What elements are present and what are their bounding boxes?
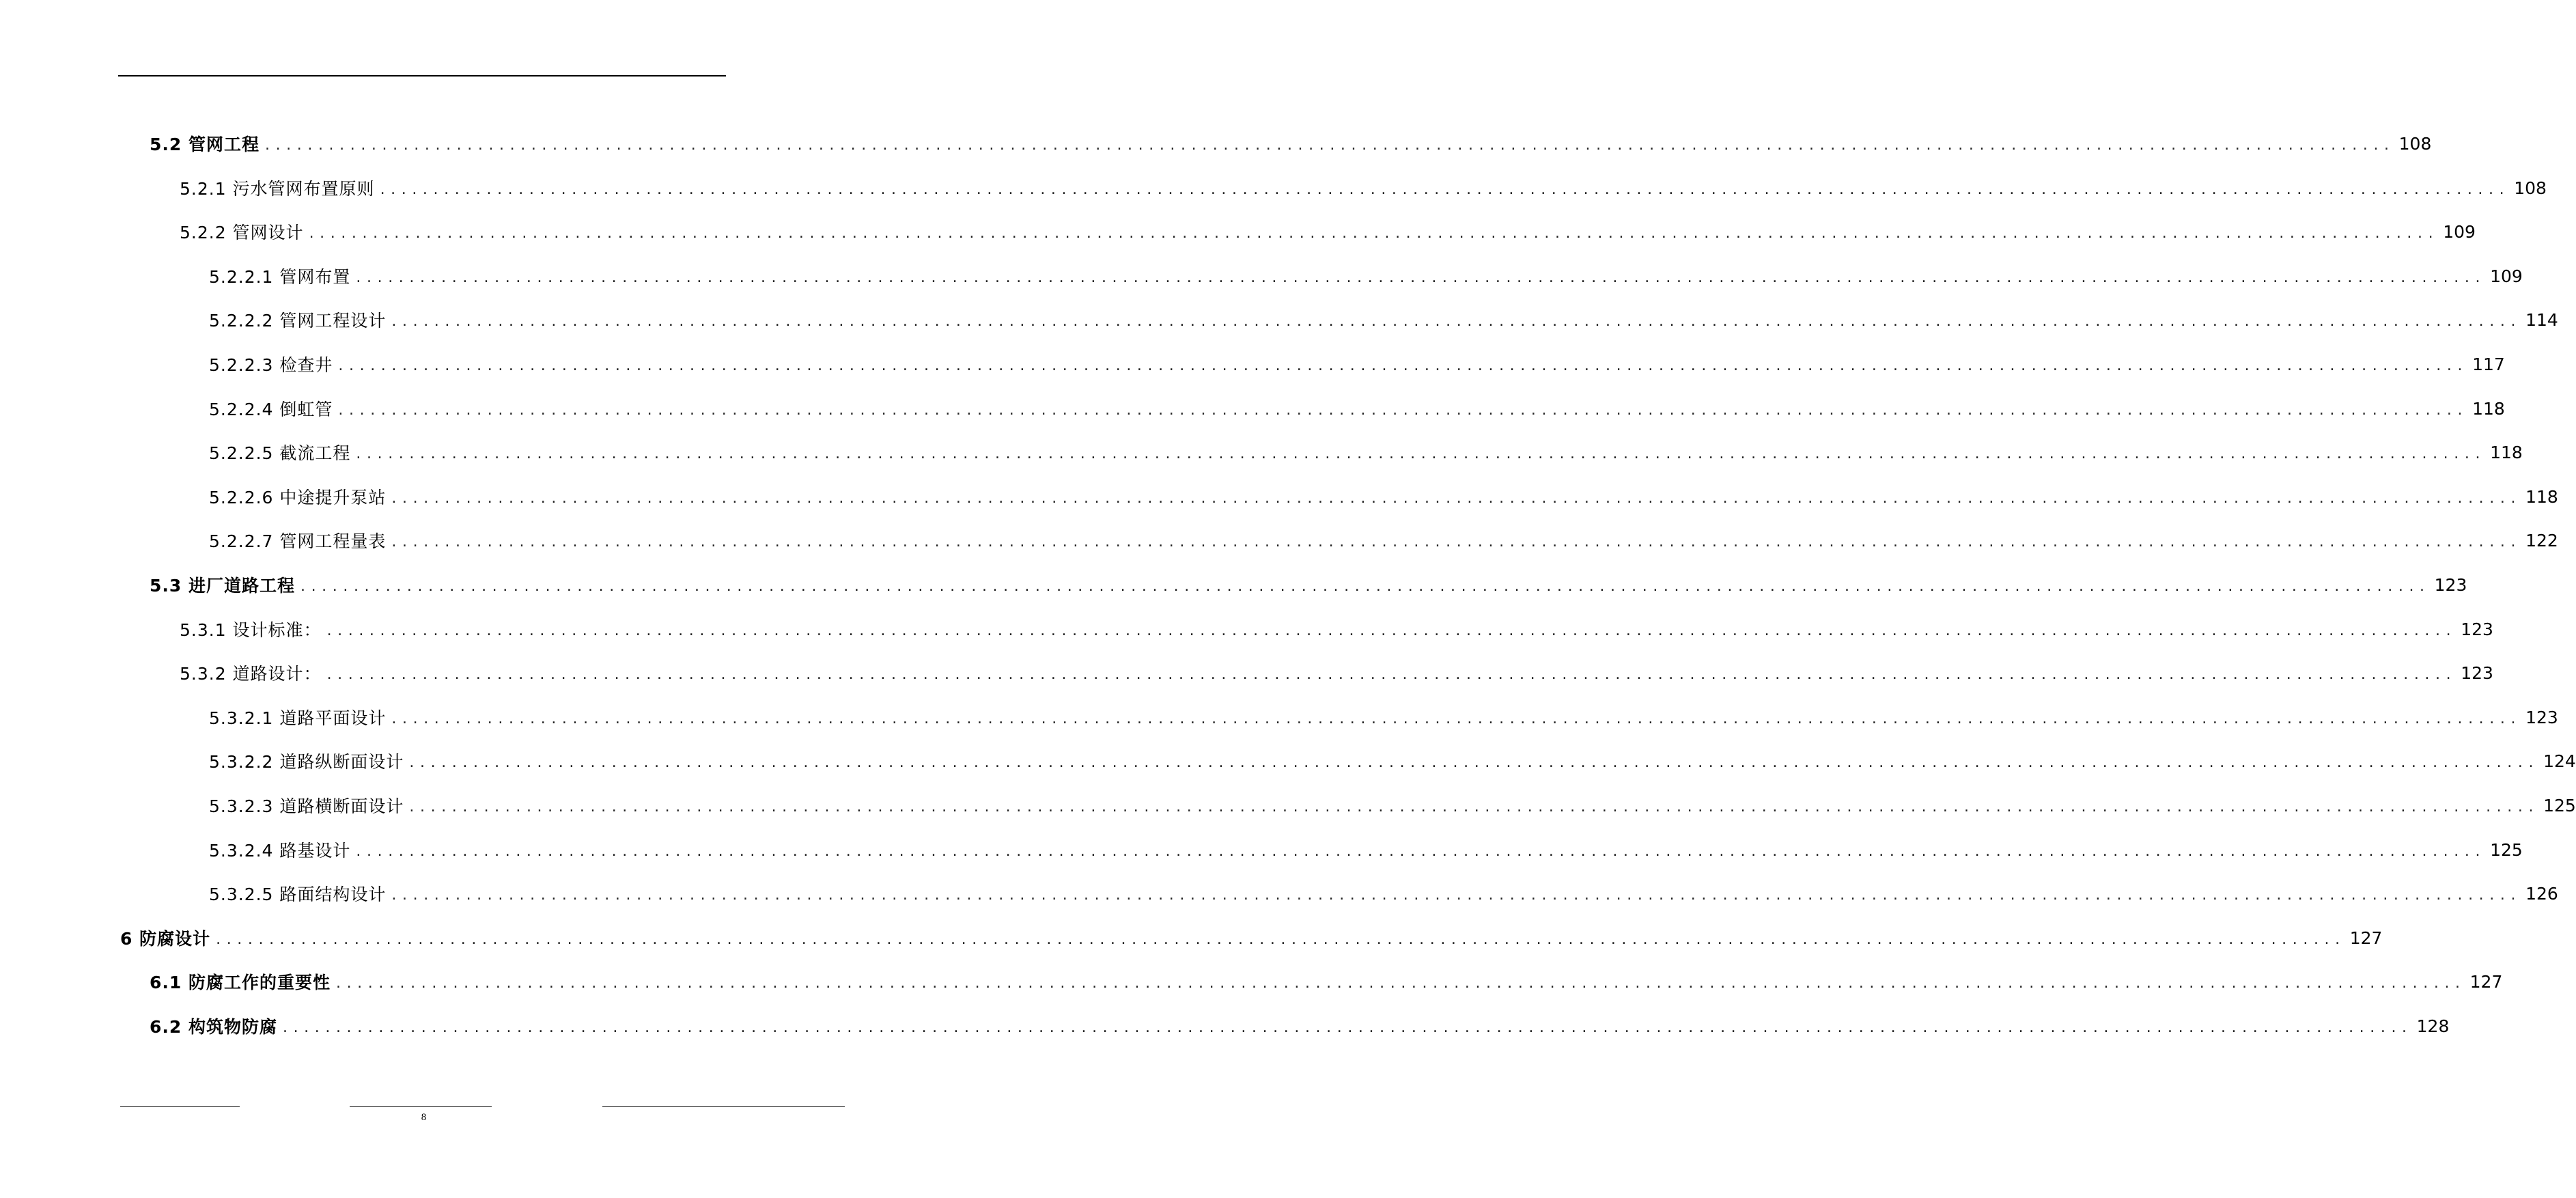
toc-entry[interactable] bbox=[209, 527, 2558, 554]
toc-dot-leader: ........................................................................................................................................................................................................ bbox=[300, 577, 2431, 595]
toc-dot-leader: ........................................................................................................................................................................................................ bbox=[283, 1018, 2413, 1036]
toc-entry-page-number: 123 bbox=[2461, 619, 2493, 639]
toc-entry-title: 5.2 管网工程 bbox=[150, 135, 260, 154]
footer-rule-segment bbox=[120, 1106, 240, 1107]
toc-entry[interactable] bbox=[209, 350, 2505, 378]
toc-entry-page-number: 127 bbox=[2349, 928, 2383, 948]
toc-dot-leader: ........................................................................................................................................................................................................ bbox=[409, 753, 2540, 771]
toc-dot-leader: ........................................................................................................................................................................................................ bbox=[338, 357, 2469, 374]
toc-entry-page-number: 109 bbox=[2443, 221, 2476, 242]
toc-entry-title: 5.3.2.3 道路横断面设计 bbox=[209, 796, 404, 816]
toc-entry-title: 5.2.2.3 检查井 bbox=[209, 355, 333, 375]
toc-entry-page-number: 123 bbox=[2461, 663, 2493, 683]
toc-entry-title: 5.3.2 道路设计： bbox=[180, 664, 322, 684]
toc-entry-title: 5.3.1 设计标准： bbox=[180, 620, 322, 640]
toc-dot-leader: ........................................................................................................................................................................................................ bbox=[356, 268, 2487, 286]
toc-entry-title: 5.2.2.1 管网布置 bbox=[209, 267, 351, 287]
toc-entry[interactable] bbox=[150, 1012, 2450, 1040]
toc-entry-page-number: 118 bbox=[2472, 398, 2505, 419]
toc-entry[interactable] bbox=[209, 483, 2558, 510]
toc-dot-leader: ........................................................................................................................................................................................................ bbox=[338, 401, 2469, 419]
toc-entry-title: 5.2.2.7 管网工程量表 bbox=[209, 531, 387, 551]
toc-entry[interactable] bbox=[209, 880, 2558, 907]
toc-entry[interactable] bbox=[150, 968, 2503, 995]
toc-dot-leader: ........................................................................................................................................................................................................ bbox=[309, 224, 2439, 242]
toc-entry-page-number: 108 bbox=[2514, 178, 2547, 198]
toc-entry-title: 5.3.2.4 路基设计 bbox=[209, 841, 351, 861]
toc-entry[interactable] bbox=[209, 395, 2505, 422]
toc-entry[interactable] bbox=[209, 438, 2523, 466]
toc-dot-leader: ........................................................................................................................................................................................................ bbox=[391, 533, 2522, 551]
toc-entry[interactable] bbox=[209, 262, 2523, 290]
toc-dot-leader: ........................................................................................................................................................................................................ bbox=[391, 489, 2522, 507]
toc-dot-leader: ........................................................................................................................................................................................................ bbox=[356, 842, 2487, 860]
toc-dot-leader: ........................................................................................................................................................................................................ bbox=[391, 312, 2522, 330]
toc-entry-page-number: 117 bbox=[2472, 354, 2505, 374]
toc-entry-page-number: 108 bbox=[2398, 133, 2432, 154]
page-number: 8 bbox=[421, 1112, 427, 1123]
toc-dot-leader: ........................................................................................................................................................................................................ bbox=[265, 136, 2395, 154]
toc-entry-page-number: 127 bbox=[2469, 971, 2503, 992]
toc-entry-page-number: 109 bbox=[2490, 266, 2523, 286]
toc-entry-title: 5.2.2.4 倒虹管 bbox=[209, 400, 333, 419]
toc-dot-leader: ........................................................................................................................................................................................................ bbox=[391, 710, 2522, 727]
toc-dot-leader: ........................................................................................................................................................................................................ bbox=[356, 445, 2487, 462]
toc-entry[interactable] bbox=[180, 659, 2493, 686]
toc-entry-title: 5.3.2.5 路面结构设计 bbox=[209, 884, 387, 904]
toc-entry[interactable] bbox=[209, 306, 2558, 333]
toc-entry-page-number: 122 bbox=[2525, 530, 2558, 551]
toc-entry-title: 5.3 进厂道路工程 bbox=[150, 576, 295, 596]
toc-entry-title: 5.3.2.2 道路纵断面设计 bbox=[209, 752, 404, 772]
toc-entry-title: 5.3.2.1 道路平面设计 bbox=[209, 708, 387, 728]
toc-entry[interactable] bbox=[120, 924, 2383, 951]
toc-entry[interactable] bbox=[180, 218, 2476, 245]
toc-entry[interactable] bbox=[209, 792, 2576, 819]
toc-entry[interactable] bbox=[209, 747, 2576, 775]
toc-dot-leader: ........................................................................................................................................................................................................ bbox=[336, 974, 2466, 992]
toc-entry-page-number: 123 bbox=[2525, 707, 2558, 727]
footer-rule-segment bbox=[602, 1106, 746, 1107]
toc-entry-page-number: 128 bbox=[2416, 1016, 2450, 1036]
toc-entry-page-number: 126 bbox=[2525, 883, 2558, 904]
toc-dot-leader: ........................................................................................................................................................................................................ bbox=[216, 930, 2346, 948]
toc-entry-title: 5.2.1 污水管网布置原则 bbox=[180, 179, 375, 199]
toc-entry-title: 6.2 构筑物防腐 bbox=[150, 1017, 277, 1037]
toc-entry-title: 6 防腐设计 bbox=[120, 929, 211, 949]
toc-entry-title: 5.2.2.2 管网工程设计 bbox=[209, 311, 387, 331]
toc-entry[interactable] bbox=[180, 615, 2493, 643]
toc-dot-leader: ........................................................................................................................................................................................................ bbox=[326, 622, 2457, 639]
toc-entry[interactable] bbox=[209, 704, 2558, 731]
toc-entry-page-number: 118 bbox=[2490, 442, 2523, 462]
toc-entry[interactable] bbox=[150, 130, 2432, 157]
toc-dot-leader: ........................................................................................................................................................................................................ bbox=[409, 798, 2540, 816]
toc-entry-page-number: 125 bbox=[2490, 839, 2523, 860]
toc-entry-title: 5.2.2 管网设计 bbox=[180, 223, 304, 242]
toc-entry-page-number: 124 bbox=[2543, 751, 2576, 771]
toc-dot-leader: ........................................................................................................................................................................................................ bbox=[391, 886, 2522, 904]
toc-entry-page-number: 114 bbox=[2525, 309, 2558, 330]
toc-entry-page-number: 118 bbox=[2525, 486, 2558, 507]
toc-entry-page-number: 123 bbox=[2434, 574, 2467, 595]
toc-dot-leader: ........................................................................................................................................................................................................ bbox=[380, 180, 2510, 198]
toc-entry[interactable] bbox=[150, 571, 2467, 598]
toc-entry[interactable] bbox=[180, 174, 2547, 201]
toc-entry-title: 6.1 防腐工作的重要性 bbox=[150, 973, 331, 992]
footer-rule-segment bbox=[746, 1106, 845, 1107]
footer-rule-segment bbox=[350, 1106, 492, 1107]
toc-entry-title: 5.2.2.6 中途提升泵站 bbox=[209, 488, 387, 507]
toc-entry-page-number: 125 bbox=[2543, 795, 2576, 816]
toc-entry[interactable] bbox=[209, 836, 2523, 863]
toc-entry-title: 5.2.2.5 截流工程 bbox=[209, 443, 351, 463]
toc-dot-leader: ........................................................................................................................................................................................................ bbox=[326, 665, 2457, 683]
